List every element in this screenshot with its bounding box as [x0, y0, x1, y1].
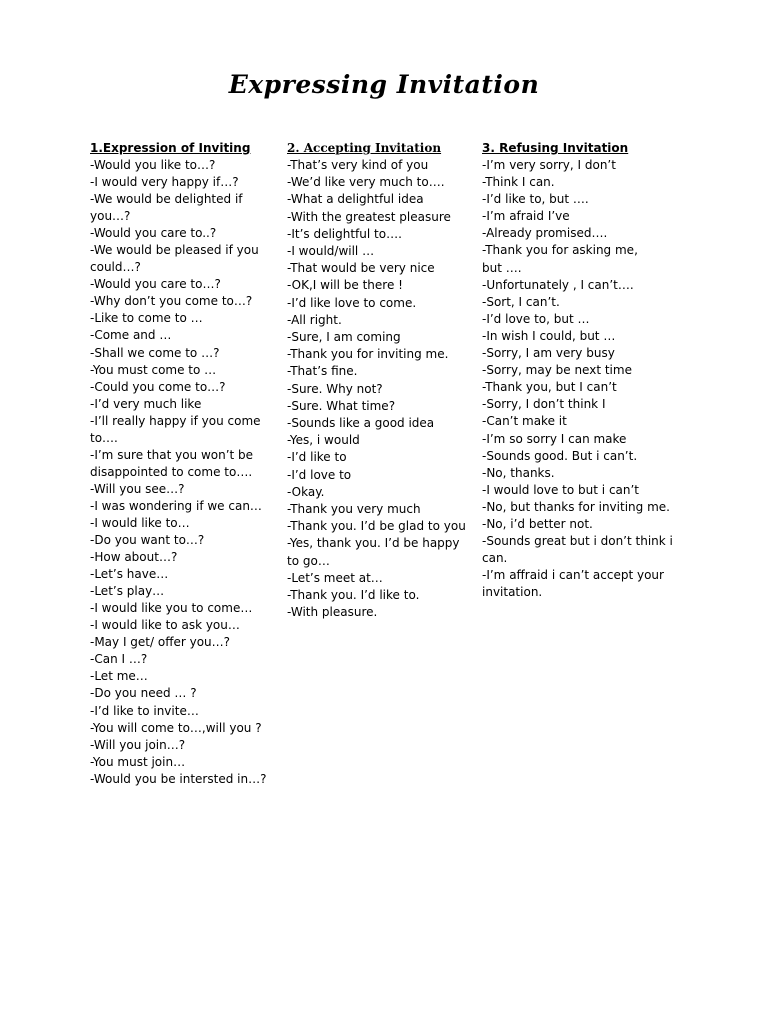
list-item: -We would be delighted if: [90, 192, 243, 207]
list-item: -Let me…: [90, 669, 148, 684]
list-item: -Can I …?: [90, 652, 148, 667]
expression-list: [482, 157, 677, 601]
list-item: -Thank you for inviting me.: [287, 347, 449, 362]
list-item: -I’d love to: [287, 467, 352, 482]
list-item: -I’d like to: [287, 450, 347, 465]
list-item: -Sure, I am coming: [287, 330, 401, 345]
list-item: -I would like to…: [90, 515, 190, 530]
column-heading: 1.Expression of Inviting: [90, 141, 251, 155]
list-item: -OK,I will be there !: [287, 278, 403, 293]
list-item: -I’m very sorry, I don’t: [482, 158, 616, 172]
list-item: -May I get/ offer you…?: [90, 635, 231, 650]
list-item: -I would love to but i can’t: [482, 482, 640, 497]
list-item: -Thank you, but I can’t: [482, 380, 617, 395]
list-item: -Do you need … ?: [90, 686, 197, 701]
list-item: -I’d like to, but ….: [482, 192, 589, 207]
list-item: -You will come to…,will you ?: [90, 720, 262, 735]
list-item: -I’m afraid I’ve: [482, 209, 570, 224]
list-item: -I would like to ask you…: [90, 618, 240, 633]
list-item: -No, thanks.: [482, 465, 555, 480]
list-item: -Would you like to…?: [90, 158, 216, 172]
list-item: -I’m sure that you won’t be: [90, 447, 254, 462]
list-item: to….: [90, 430, 118, 445]
list-item: -I’m affraid i can’t accept your: [482, 568, 664, 583]
list-item: -Shall we come to …?: [90, 345, 220, 360]
list-item: to go…: [287, 553, 330, 568]
page-title: Expressing Invitation: [228, 70, 540, 99]
column-refusing: [482, 140, 677, 601]
list-item: -It’s delightful to….: [287, 226, 402, 241]
list-item: -Thank you. I’d like to.: [287, 588, 420, 603]
list-item: -Do you want to…?: [90, 533, 205, 548]
list-item: -All right.: [287, 312, 342, 327]
list-item: -Think I can.: [482, 175, 555, 190]
list-item: -Thank you. I’d be glad to you: [287, 519, 466, 534]
list-item: could…?: [90, 260, 141, 275]
list-item: -Would you be intersted in…?: [90, 771, 267, 786]
list-item: -Would you care to..?: [90, 226, 217, 241]
expression-list: [287, 157, 472, 621]
list-item: -I’d very much like: [90, 396, 202, 411]
list-item: -I would/will …: [287, 244, 375, 259]
list-item: -Thank you for asking me,: [482, 243, 638, 258]
list-item: -You must join…: [90, 754, 186, 769]
list-item: -Sounds good. But i can’t.: [482, 448, 638, 463]
list-item: -No, i’d better not.: [482, 516, 593, 531]
list-item: -With pleasure.: [287, 605, 378, 620]
list-item: -Sorry, may be next time: [482, 363, 632, 378]
list-item: -I’m so sorry I can make: [482, 431, 627, 446]
list-item: -Sorry, I don’t think I: [482, 397, 606, 412]
list-item: -Could you come to…?: [90, 379, 226, 394]
list-item: -That’s very kind of you: [287, 158, 429, 172]
list-item: -Sure. Why not?: [287, 381, 383, 396]
list-item: -Will you join…?: [90, 737, 186, 752]
list-item: -Why don’t you come to…?: [90, 294, 253, 309]
list-item: -Let’s play…: [90, 584, 165, 599]
list-item: disappointed to come to….: [90, 464, 253, 479]
list-item: -Already promised….: [482, 226, 608, 241]
column-accepting: [287, 140, 472, 621]
column-heading: 2. Accepting Invitation: [287, 141, 442, 155]
list-item: -You must come to …: [90, 362, 217, 377]
list-item: -What a delightful idea: [287, 192, 424, 207]
list-item: -We would be pleased if you: [90, 243, 259, 258]
list-item: -Yes, thank you. I’d be happy: [287, 536, 460, 551]
list-item: but ….: [482, 260, 522, 275]
list-item: -I’d like to invite…: [90, 703, 199, 718]
column-inviting: [90, 140, 275, 788]
list-item: -Will you see…?: [90, 481, 185, 496]
list-item: -In wish I could, but …: [482, 328, 616, 343]
list-item: -I would very happy if…?: [90, 175, 239, 190]
list-item: -We’d like very much to….: [287, 175, 445, 190]
list-item: -No, but thanks for inviting me.: [482, 499, 670, 514]
list-item: invitation.: [482, 585, 543, 600]
list-item: -Unfortunately , I can’t….: [482, 277, 634, 292]
list-item: -How about…?: [90, 550, 178, 565]
list-item: -Can’t make it: [482, 414, 567, 429]
list-item: -Sorry, I am very busy: [482, 346, 615, 361]
list-item: you…?: [90, 209, 131, 224]
list-item: -I would like you to come…: [90, 601, 253, 616]
list-item: -With the greatest pleasure: [287, 209, 451, 224]
column-heading: 3. Refusing Invitation: [482, 141, 629, 155]
list-item: -Like to come to …: [90, 311, 203, 326]
expression-list: [90, 157, 275, 788]
list-item: -That’s fine.: [287, 364, 358, 379]
list-item: -Sort, I can’t.: [482, 294, 560, 309]
list-item: -Okay.: [287, 484, 325, 499]
list-item: -I was wondering if we can…: [90, 498, 262, 513]
list-item: -I’d like love to come.: [287, 295, 417, 310]
list-item: -Let’s have…: [90, 567, 169, 582]
list-item: -I’d love to, but …: [482, 311, 590, 326]
list-item: -Sounds like a good idea: [287, 416, 435, 431]
list-item: -Would you care to…?: [90, 277, 221, 292]
list-item: -I’ll really happy if you come: [90, 413, 261, 428]
list-item: -Yes, i would: [287, 433, 360, 448]
list-item: -Thank you very much: [287, 502, 421, 517]
list-item: -Let’s meet at…: [287, 570, 383, 585]
list-item: -Sounds great but i don’t think i: [482, 534, 673, 549]
list-item: -Come and …: [90, 328, 172, 343]
list-item: -That would be very nice: [287, 261, 435, 276]
list-item: -Sure. What time?: [287, 398, 396, 413]
list-item: can.: [482, 551, 508, 566]
